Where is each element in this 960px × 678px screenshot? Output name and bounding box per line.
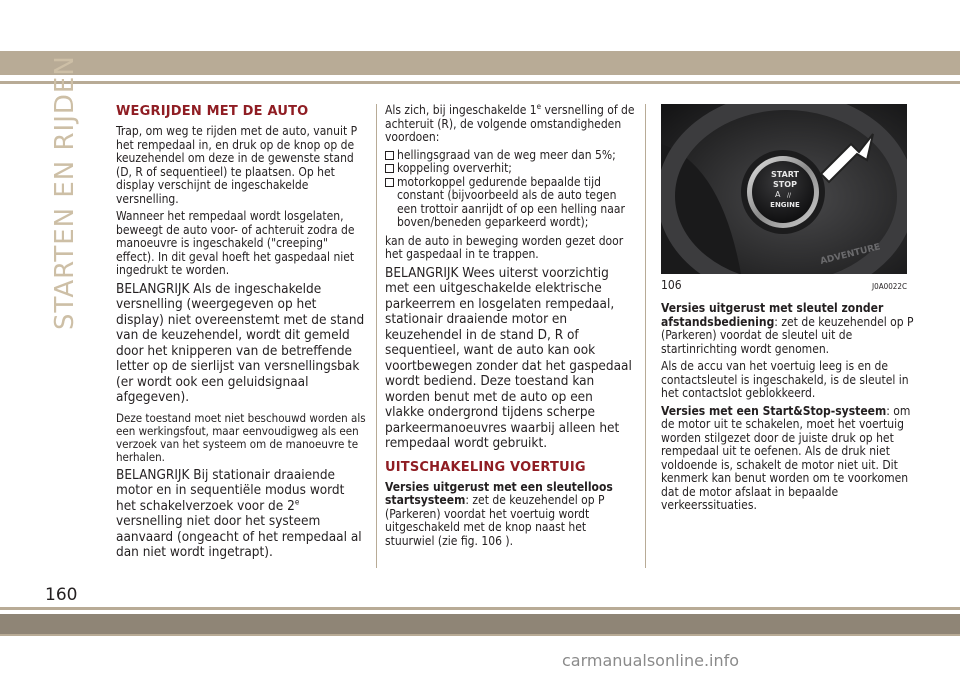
checkbox-bullet-icon xyxy=(385,164,394,173)
bullet-item xyxy=(385,162,635,176)
text-run: versnelling niet door het systeem aanvaard (ongeacht of het rempedaal al dan niet wordt ingetrapt). xyxy=(116,513,362,560)
button-label-engine: ENGINE xyxy=(770,201,800,209)
header-rule xyxy=(0,81,960,84)
important-note xyxy=(116,468,368,561)
button-label-start: START xyxy=(770,170,800,179)
bullet-text: motorkoppel gedurende bepaalde tijd constant (bijvoorbeeld als de auto tegen een trottoir aanrijdt of op een helling naar boven/beneden geparkeerd wordt); xyxy=(397,174,625,229)
footer-rule xyxy=(0,607,960,610)
column-1 xyxy=(116,104,368,567)
page-number: 160 xyxy=(45,585,78,605)
top-margin xyxy=(0,0,960,51)
section-heading-uitschakeling: UITSCHAKELING VOERTUIG xyxy=(385,459,586,475)
text-run: : zet de keuzehendel op P (Parkeren) voordat het voertuig wordt uitgeschakeld met de knop naast het stuurwiel (zie fig. 106 ). xyxy=(385,493,605,548)
footer-thin-rule xyxy=(0,634,960,636)
important-note: BELANGRIJK Als de ingeschakelde versnelling (weergegeven op het display) niet overeenstemt met de stand van de keuzehendel, wordt dit gemeld door het knipperen van de betreffende letter op de sierlijst van versnellingsbak (er wordt ook een geluidsignaal afgegeven). xyxy=(116,280,365,405)
section-heading-wegrijden: WEGRIJDEN MET DE AUTO xyxy=(116,104,309,119)
important-note: BELANGRIJK Wees uiterst voorzichtig met een uitgeschakelde elektrische parkeerrem en losgelaten rempedaal, stationair draaiende motor en keuzehendel in de stand D, R of sequentieel, want de auto kan ook voortbewegen zonder dat het gaspedaal wordt bediend. Deze toestand kan worden benut met de auto op een vlakke ondergrond tijdens scherpe parkeermanoeuvres waarbij alleen het rempedaal wordt gebruikt. xyxy=(385,264,632,451)
paragraph: Wanneer het rempedaal wordt losgelaten, beweegt de auto voor- of achteruit zodra de manoeuvre is ingeschakeld ("creeping" effect). In dit geval hoeft het gaspedaal niet ingedrukt te worden. xyxy=(116,209,355,277)
paragraph: Trap, om weg te rijden met de auto, vanuit P het rempedaal in, en druk op de knop op de keuzehendel om deze in de gewenste stand (D, R of sequentieel) te plaatsen. Op het display verschijnt de ingeschakelde versnelling. xyxy=(116,124,358,206)
superscript: e xyxy=(536,102,542,111)
paragraph xyxy=(661,302,916,356)
bold-lead: Versies met een Start&Stop-systeem xyxy=(661,403,887,418)
chapter-side-title: STARTEN EN RIJDEN xyxy=(50,55,80,330)
figure-number: 106 xyxy=(661,278,682,292)
bullet-item xyxy=(385,149,635,163)
paragraph: Als de accu van het voertuig leeg is en de contactsleutel is ingeschakeld, is de sleutel in het contactslot geblokkeerd. xyxy=(661,359,909,400)
paragraph: kan de auto in beweging worden gezet door het gaspedaal in te trappen. xyxy=(385,233,624,261)
bullet-text: hellingsgraad van de weg meer dan 5%; xyxy=(397,147,616,162)
text-run: : zet de keuzehendel op P (Parkeren) voordat de sleutel uit de startinrichting wordt genomen. xyxy=(661,314,914,356)
column-divider-2 xyxy=(645,104,646,568)
text-run: BELANGRIJK Bij stationair draaiende motor en in sequentiële modus wordt het schakelverzoek voor de 2 xyxy=(116,466,345,514)
svg-text://: // xyxy=(787,192,792,199)
superscript: e xyxy=(294,497,300,506)
figure-start-stop-button xyxy=(661,104,907,274)
text-run: versnelling of de achteruit (R), de volgende omstandigheden voordoen: xyxy=(385,103,635,144)
text-run: : om de motor uit te schakelen, moet het voertuig worden stilgezet door de juiste druk op het rempedaal uit te oefenen. Als de druk niet voldoende is, schakelt de motor niet uit. Dit kenmerk kan benut worden om te voorkomen dat de motor afslaat in bepaalde verkeerssituaties. xyxy=(661,403,911,512)
column-2 xyxy=(385,104,635,552)
bold-lead: Versies uitgerust met sleutel zonder afstandsbediening xyxy=(661,301,884,329)
bullet-text: koppeling oververhit; xyxy=(397,161,512,175)
column-divider-1 xyxy=(376,104,377,568)
checkbox-bullet-icon xyxy=(385,151,394,160)
paragraph xyxy=(385,104,635,145)
bullet-item xyxy=(385,176,635,230)
text-run: Als zich, bij ingeschakelde 1 xyxy=(385,103,537,117)
column-3 xyxy=(661,104,916,517)
footer-band xyxy=(0,614,960,634)
button-label-stop: STOP xyxy=(773,180,797,189)
auto-stop-icon: A xyxy=(775,190,781,199)
paragraph: Deze toestand moet niet beschouwd worden als een werkingsfout, maar eenvoudigweg als een verzoek van het systeem om de manoeuvre te herhalen. xyxy=(116,410,366,464)
paragraph xyxy=(385,481,635,549)
figure-caption xyxy=(661,278,907,292)
start-stop-button-photo xyxy=(661,104,907,274)
watermark-text: carmanualsonline.info xyxy=(562,651,740,670)
ring-embossed-text: ADVENTURE xyxy=(819,242,882,267)
paragraph xyxy=(661,405,916,513)
header-band xyxy=(0,51,960,75)
bold-lead: Versies uitgerust met een sleutelloos startsysteem xyxy=(385,479,613,507)
figure-code: J0A0022C xyxy=(872,282,907,291)
checkbox-bullet-icon xyxy=(385,178,394,187)
